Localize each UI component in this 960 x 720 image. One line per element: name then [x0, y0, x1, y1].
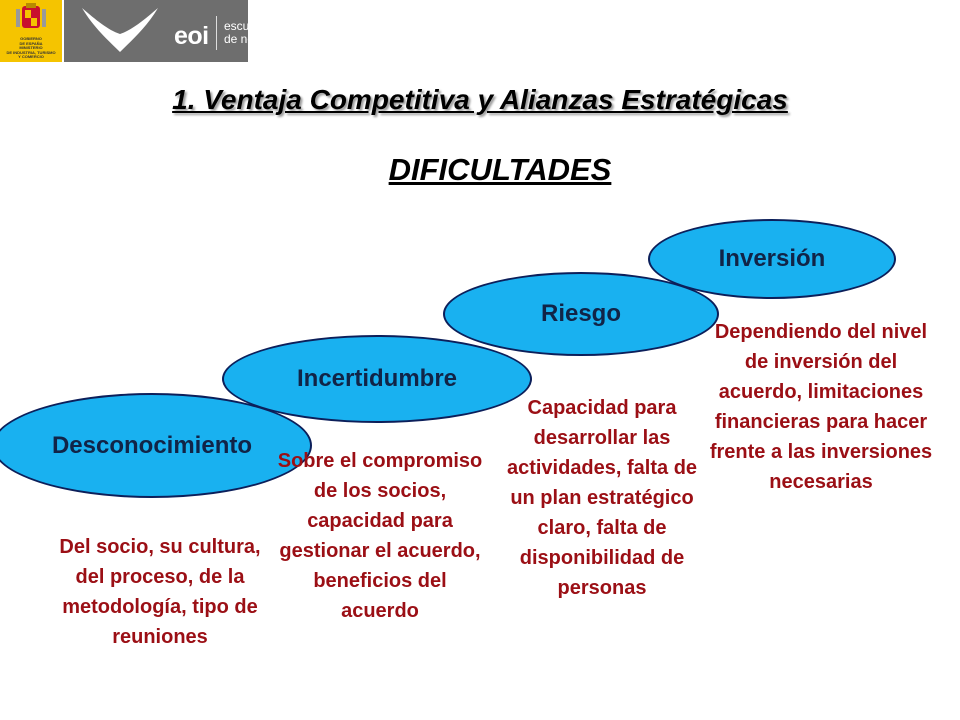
section-heading: DIFICULTADES: [388, 152, 612, 187]
step-riesgo: Riesgo: [443, 272, 719, 356]
slide-title: 1. Ventaja Competitiva y Alianzas Estratégicas: [172, 84, 788, 115]
government-logo-text: GOBIERNO DE ESPAÑA MINISTERIO DE INDUSTRIA, TURISMO Y COMERCIO: [6, 36, 56, 60]
incertidumbre-description: Sobre el compromiso de los socios, capacidad para gestionar el acuerdo, beneficios del acuerdo: [277, 450, 483, 622]
government-logo: [0, 0, 62, 62]
desconocimiento-description: Del socio, su cultura, del proceso, de la metodología, tipo de reuniones: [59, 536, 261, 648]
step-incertidumbre: Incertidumbre: [222, 335, 532, 423]
inversion-description: Dependiendo del nivel de inversión del acuerdo, limitaciones financieras para hacer frente a las inversiones necesarias: [709, 321, 933, 493]
eoi-divider: [216, 16, 217, 50]
eoi-emblem-icon: [64, 0, 174, 62]
step-desconocimiento: Desconocimiento: [0, 393, 312, 498]
step-inversion: Inversión: [648, 219, 896, 299]
eoi-logo: [64, 0, 289, 62]
eoi-name: eoi: [174, 22, 209, 50]
riesgo-description: Capacidad para desarrollar las actividades, falta de un plan estratégico claro, falta de disponibilidad de personas: [506, 397, 698, 599]
eoi-subtitle: escuela de negocios: [224, 19, 289, 46]
